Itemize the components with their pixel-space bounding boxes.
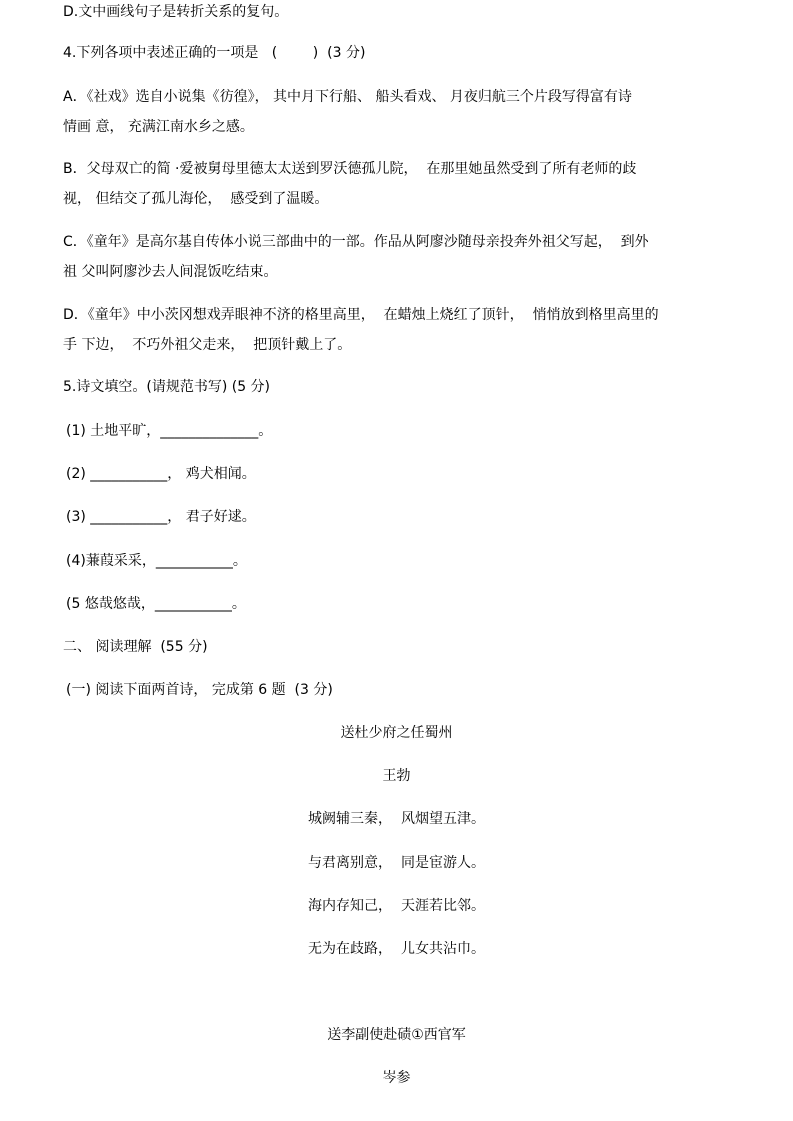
question-4-option-a-line-1: A．《社戏》选自小说集《彷徨》， 其中月下行船、 船头看戏、 月夜归航三个片段写得富有诗 [63, 89, 632, 105]
question-4-stem: 4.下列各项中表述正确的一项是 ( ) (3 分) [63, 45, 366, 61]
question-5-item-5: (5 悠哉悠哉，___________。 [66, 596, 246, 612]
poem-1-title: 送杜少府之任蜀州 [340, 725, 453, 741]
question-4-option-d-line-2: 手 下边， 不巧外祖父走来， 把顶针戴上了。 [63, 337, 352, 353]
poem-2-author: 岑参 [382, 1070, 411, 1086]
question-5-item-4: (4)蒹葭采采，___________。 [66, 553, 247, 569]
question-5-stem: 5.诗文填空。(请规范书写) (5 分) [63, 379, 271, 395]
poem-2-title: 送李副使赴碛①西官军 [327, 1027, 466, 1043]
poem-1-line-2: 与君离别意， 同是宦游人。 [308, 855, 485, 871]
poem-1-author: 王勃 [382, 768, 411, 784]
question-4-option-c-line-2: 祖 父叫阿廖沙去人间混饭吃结束。 [63, 264, 278, 280]
question-4-option-d-line-1: D．《童年》中小茨冈想戏弄眼神不济的格里高里， 在蜡烛上烧红了顶针， 悄悄放到格里高里的 [63, 307, 659, 323]
question-4-option-b-line-1: B．父母双亡的简 ·爱被舅母里德太太送到罗沃德孤儿院， 在那里她虽然受到了所有老师的歧 [63, 161, 637, 177]
question-4-option-a-line-2: 情画 意， 充满江南水乡之感。 [63, 119, 254, 135]
question-5-item-2: (2) ___________， 鸡犬相闻。 [66, 466, 256, 482]
subsection-1-heading: (一) 阅读下面两首诗， 完成第 6 题 (3 分) [66, 682, 333, 698]
question-5-item-1: (1) 土地平旷，______________。 [66, 423, 273, 439]
poem-1-line-1: 城阙辅三秦， 风烟望五津。 [308, 811, 485, 827]
poem-1-line-4: 无为在歧路， 儿女共沾巾。 [308, 941, 485, 957]
question-4-option-c-line-1: C．《童年》是高尔基自传体小说三部曲中的一部。作品从阿廖沙随母亲投奔外祖父写起， 到外 [63, 234, 649, 250]
question-4-option-b-line-2: 视， 但结交了孤儿海伦， 感受到了温暖。 [63, 191, 329, 207]
section-2-heading: 二、 阅读理解 (55 分) [63, 639, 208, 655]
question-3-option-d: D.文中画线句子是转折关系的复句。 [63, 4, 289, 20]
question-5-item-3: (3) ___________， 君子好逑。 [66, 509, 256, 525]
poem-1-line-3: 海内存知己， 天涯若比邻。 [308, 898, 485, 914]
